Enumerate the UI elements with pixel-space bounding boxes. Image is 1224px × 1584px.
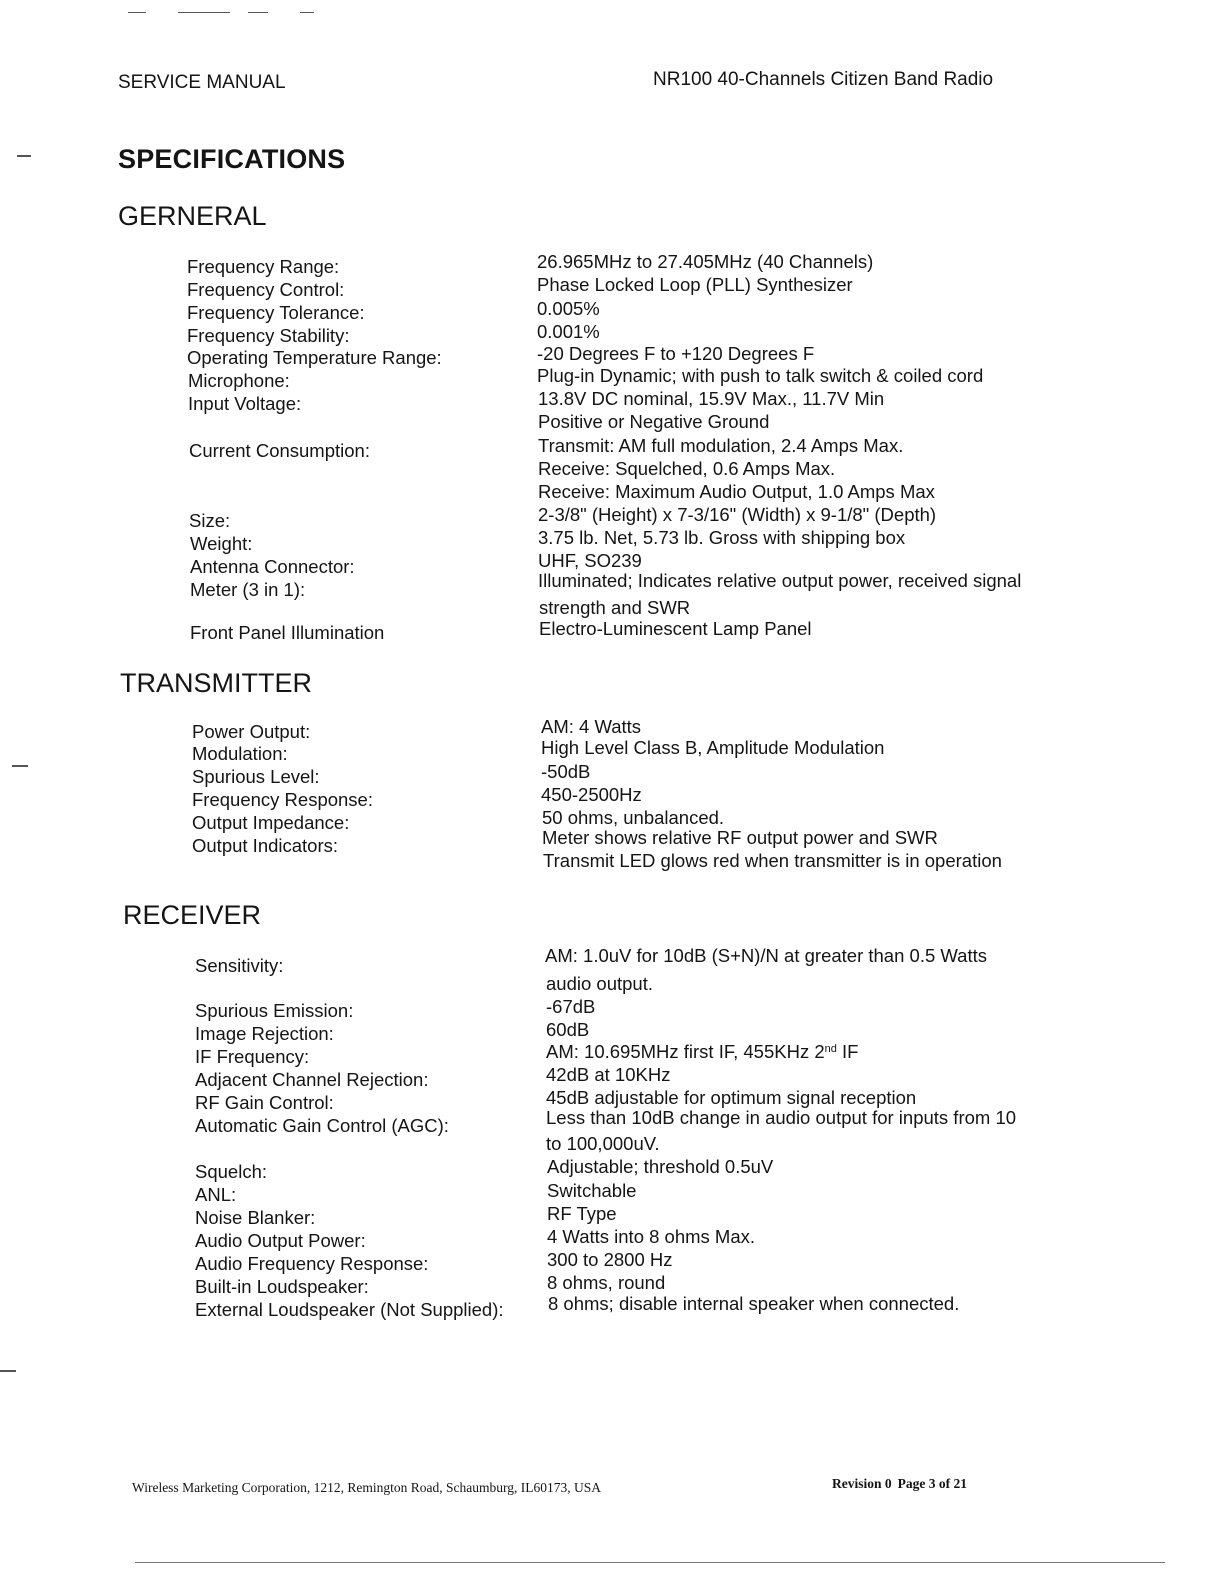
spec-value: Illuminated; Indicates relative output power, received signal xyxy=(538,570,1022,591)
revision-label: Revision 0 xyxy=(832,1476,892,1491)
spec-label: External Loudspeaker (Not Supplied): xyxy=(195,1299,504,1320)
spec-value: Receive: Squelched, 0.6 Amps Max. xyxy=(538,458,836,479)
spec-value: -50dB xyxy=(541,761,591,782)
spec-value: 4 Watts into 8 ohms Max. xyxy=(547,1226,756,1247)
page-title: SPECIFICATIONS xyxy=(118,144,346,174)
spec-value: 300 to 2800 Hz xyxy=(547,1249,673,1270)
spec-label: RF Gain Control: xyxy=(195,1092,334,1113)
header-left: SERVICE MANUAL xyxy=(118,72,286,93)
spec-value: audio output. xyxy=(546,973,653,994)
spec-label: Output Impedance: xyxy=(192,812,350,833)
spec-label: Microphone: xyxy=(188,370,290,391)
scan-mark xyxy=(178,12,230,13)
spec-label: Squelch: xyxy=(195,1161,267,1182)
spec-value: Plug-in Dynamic; with push to talk switch & coiled cord xyxy=(537,365,984,386)
spec-value: Transmit: AM full modulation, 2.4 Amps Max. xyxy=(538,435,904,456)
spec-label: Noise Blanker: xyxy=(195,1207,316,1228)
spec-value: 8 ohms, round xyxy=(547,1272,666,1293)
spec-label: Image Rejection: xyxy=(195,1023,334,1044)
section-title-transmitter: TRANSMITTER xyxy=(120,668,312,698)
spec-value: Less than 10dB change in audio output for inputs from 10 xyxy=(546,1107,1017,1128)
spec-label: ANL: xyxy=(195,1184,237,1205)
spec-label: Sensitivity: xyxy=(195,955,284,976)
ordinal-suffix: nd xyxy=(824,1043,837,1055)
spec-value: Adjustable; threshold 0.5uV xyxy=(547,1156,774,1177)
spec-value: 450-2500Hz xyxy=(541,784,642,805)
spec-label: Spurious Level: xyxy=(192,766,320,787)
spec-value: RF Type xyxy=(547,1203,617,1224)
spec-label: Spurious Emission: xyxy=(195,1000,354,1021)
spec-label: Frequency Control: xyxy=(187,279,345,300)
spec-value: Positive or Negative Ground xyxy=(538,411,770,432)
spec-label: Automatic Gain Control (AGC): xyxy=(195,1115,449,1136)
spec-value: 13.8V DC nominal, 15.9V Max., 11.7V Min xyxy=(538,388,885,409)
spec-label: Meter (3 in 1): xyxy=(190,579,306,600)
spec-value: -67dB xyxy=(546,996,596,1017)
spec-label: Power Output: xyxy=(192,721,311,742)
spec-label: Output Indicators: xyxy=(192,835,339,856)
spec-label: Audio Output Power: xyxy=(195,1230,366,1251)
spec-label: Input Voltage: xyxy=(188,393,302,414)
spec-value: -20 Degrees F to +120 Degrees F xyxy=(537,343,815,364)
spec-value: to 100,000uV. xyxy=(546,1133,660,1154)
spec-value: Switchable xyxy=(547,1180,637,1201)
spec-value: 26.965MHz to 27.405MHz (40 Channels) xyxy=(537,251,874,272)
spec-label: Antenna Connector: xyxy=(190,556,355,577)
spec-label: Frequency Stability: xyxy=(187,325,350,346)
spec-value: 60dB xyxy=(546,1019,590,1040)
spec-value xyxy=(546,1041,858,1063)
spec-value: AM: 4 Watts xyxy=(541,716,642,737)
scan-mark xyxy=(300,12,314,13)
spec-label: Size: xyxy=(189,510,231,531)
spec-value: UHF, SO239 xyxy=(538,550,642,571)
spec-value: 45dB adjustable for optimum signal reception xyxy=(546,1087,917,1108)
scan-mark xyxy=(12,765,28,767)
page-number: Page 3 of 21 xyxy=(897,1476,967,1491)
spec-label: Built-in Loudspeaker: xyxy=(195,1276,369,1297)
spec-value-main: AM: 10.695MHz first IF, 455KHz 2 xyxy=(546,1041,825,1062)
spec-label: Frequency Response: xyxy=(192,789,373,810)
spec-value: 50 ohms, unbalanced. xyxy=(542,807,725,828)
spec-value: High Level Class B, Amplitude Modulation xyxy=(541,737,885,758)
spec-value-tail: IF xyxy=(836,1041,859,1062)
spec-value: Transmit LED glows red when transmitter is in operation xyxy=(543,850,1002,871)
spec-value: 3.75 lb. Net, 5.73 lb. Gross with shipping box xyxy=(538,527,906,548)
scan-mark xyxy=(248,12,268,13)
scan-edge-line xyxy=(135,1562,1165,1563)
spec-label: Audio Frequency Response: xyxy=(195,1253,429,1274)
section-title-receiver: RECEIVER xyxy=(123,900,262,930)
spec-value: 42dB at 10KHz xyxy=(546,1064,671,1085)
spec-label: Frequency Tolerance: xyxy=(187,302,365,323)
spec-value: Receive: Maximum Audio Output, 1.0 Amps Max xyxy=(538,481,935,502)
spec-value: Meter shows relative RF output power and SWR xyxy=(542,827,938,848)
scan-mark xyxy=(0,1370,16,1372)
spec-value: Phase Locked Loop (PLL) Synthesizer xyxy=(537,274,853,295)
footer-page-info xyxy=(832,1476,967,1492)
spec-label: Modulation: xyxy=(192,743,288,764)
spec-value: strength and SWR xyxy=(539,597,691,618)
spec-value: 2-3/8" (Height) x 7-3/16" (Width) x 9-1/8" (Depth) xyxy=(538,504,937,525)
header-right: NR100 40-Channels Citizen Band Radio xyxy=(653,69,994,90)
spec-label: Weight: xyxy=(190,533,253,554)
spec-label: Front Panel Illumination xyxy=(190,622,385,643)
spec-value: 0.001% xyxy=(537,321,600,342)
spec-label: Frequency Range: xyxy=(187,256,340,277)
footer-address: Wireless Marketing Corporation, 1212, Remington Road, Schaumburg, IL60173, USA xyxy=(132,1480,602,1495)
spec-label: Adjacent Channel Rejection: xyxy=(195,1069,429,1090)
spec-label: IF Frequency: xyxy=(195,1046,310,1067)
section-title-general: GERNERAL xyxy=(118,201,267,231)
scan-mark xyxy=(128,12,146,13)
spec-value: AM: 1.0uV for 10dB (S+N)/N at greater than 0.5 Watts xyxy=(545,945,987,966)
scan-mark xyxy=(17,155,31,157)
spec-label: Current Consumption: xyxy=(189,440,370,461)
spec-value: 0.005% xyxy=(537,298,600,319)
spec-label: Operating Temperature Range: xyxy=(187,347,442,368)
spec-value: Electro-Luminescent Lamp Panel xyxy=(539,618,812,639)
spec-value: 8 ohms; disable internal speaker when connected. xyxy=(548,1293,960,1314)
